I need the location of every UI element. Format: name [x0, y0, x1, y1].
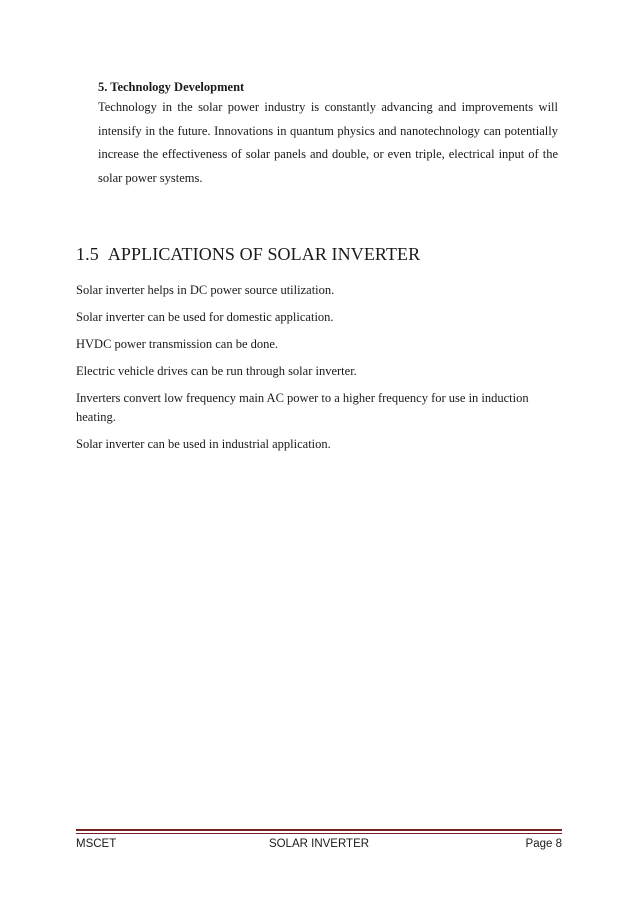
- footer-page-number: Page 8: [525, 838, 562, 850]
- footer-rule-thin: [76, 833, 562, 834]
- list-item: Solar inverter can be used for domestic application.: [76, 310, 334, 324]
- list-item: Inverters convert low frequency main AC power to a higher frequency for use in induction heating.: [76, 391, 529, 424]
- footer-title: SOLAR INVERTER: [268, 838, 370, 850]
- technology-development-heading: 5. Technology Development: [98, 80, 245, 94]
- list-item: Electric vehicle drives can be run through solar inverter.: [76, 364, 357, 378]
- applications-section-heading: [76, 244, 420, 265]
- footer-institution: MSCET: [76, 838, 117, 850]
- list-item: Solar inverter helps in DC power source utilization.: [76, 283, 335, 297]
- applications-list: [76, 281, 556, 462]
- page-footer: [76, 838, 562, 854]
- footer-rule-thick: [76, 829, 562, 831]
- section-number: 1.5: [76, 244, 99, 264]
- list-item: Solar inverter can be used in industrial application.: [76, 437, 331, 451]
- technology-development-paragraph: Technology in the solar power industry is constantly advancing and improvements will intensify in the future. Innovations in quantum physics and nanotechnology can potentially increase the effectiveness of solar panels and double, or even triple, electrical input of the solar power systems.: [98, 100, 558, 185]
- list-item: HVDC power transmission can be done.: [76, 337, 279, 351]
- section-title: APPLICATIONS OF SOLAR INVERTER: [107, 244, 421, 264]
- technology-development-section: [98, 79, 558, 190]
